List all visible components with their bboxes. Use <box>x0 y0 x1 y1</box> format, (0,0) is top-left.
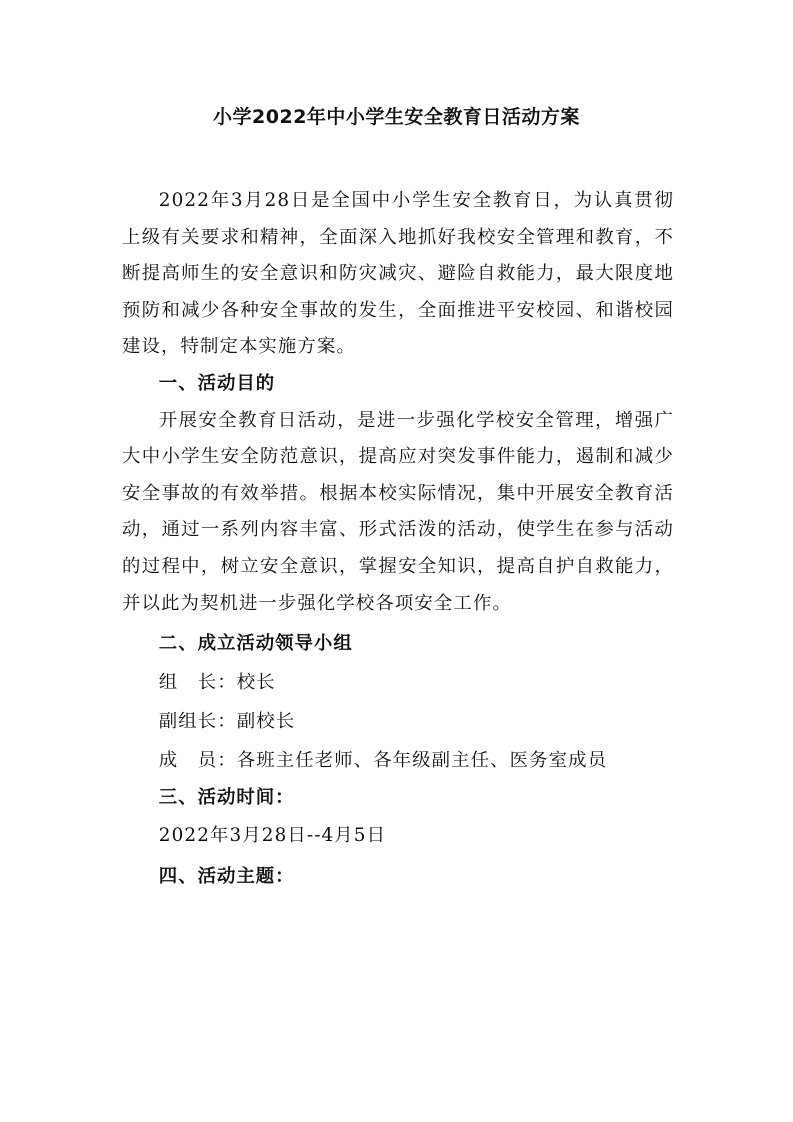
document-title: 小学2022年中小学生安全教育日活动方案 <box>213 106 580 128</box>
section-heading-time: 三、活动时间： <box>158 786 295 808</box>
section-heading-purpose: 一、活动目的 <box>158 372 276 394</box>
section-heading-leadership: 二、成立活动领导小组 <box>158 633 353 655</box>
members-line: 成 员：各班主任老师、各年级副主任、医务室成员 <box>158 749 608 771</box>
deputy-line: 副组长：副校长 <box>158 710 296 732</box>
time-value: 2022年3月28日--4月5日 <box>158 825 387 847</box>
intro-paragraph: 2022年3月28日是全国中小学生安全教育日，为认真贯彻上级有关要求和精神，全面深入地抓好我校安全管理和教育，不断提高师生的安全意识和防灾减灾、避险自救能力，最大限度地预防和减少各种安全事故的发生，全面推进平安校园、和谐校园建设，特制定本实施方案。 <box>122 190 674 358</box>
leader-line: 组 长：校长 <box>158 671 276 693</box>
section-heading-theme: 四、活动主题： <box>158 866 295 888</box>
purpose-paragraph: 开展安全教育日活动，是进一步强化学校安全管理，增强广大中小学生安全防范意识，提高应对突发事件能力，遏制和减少安全事故的有效举措。根据本校实际情况，集中开展安全教育活动，通过一系列内容丰富、形式活泼的活动，使学生在参与活动的过程中，树立安全意识，掌握安全知识，提高自护自救能力，并以此为契机进一步强化学校各项安全工作。 <box>122 409 674 614</box>
document-body <box>122 183 674 896</box>
